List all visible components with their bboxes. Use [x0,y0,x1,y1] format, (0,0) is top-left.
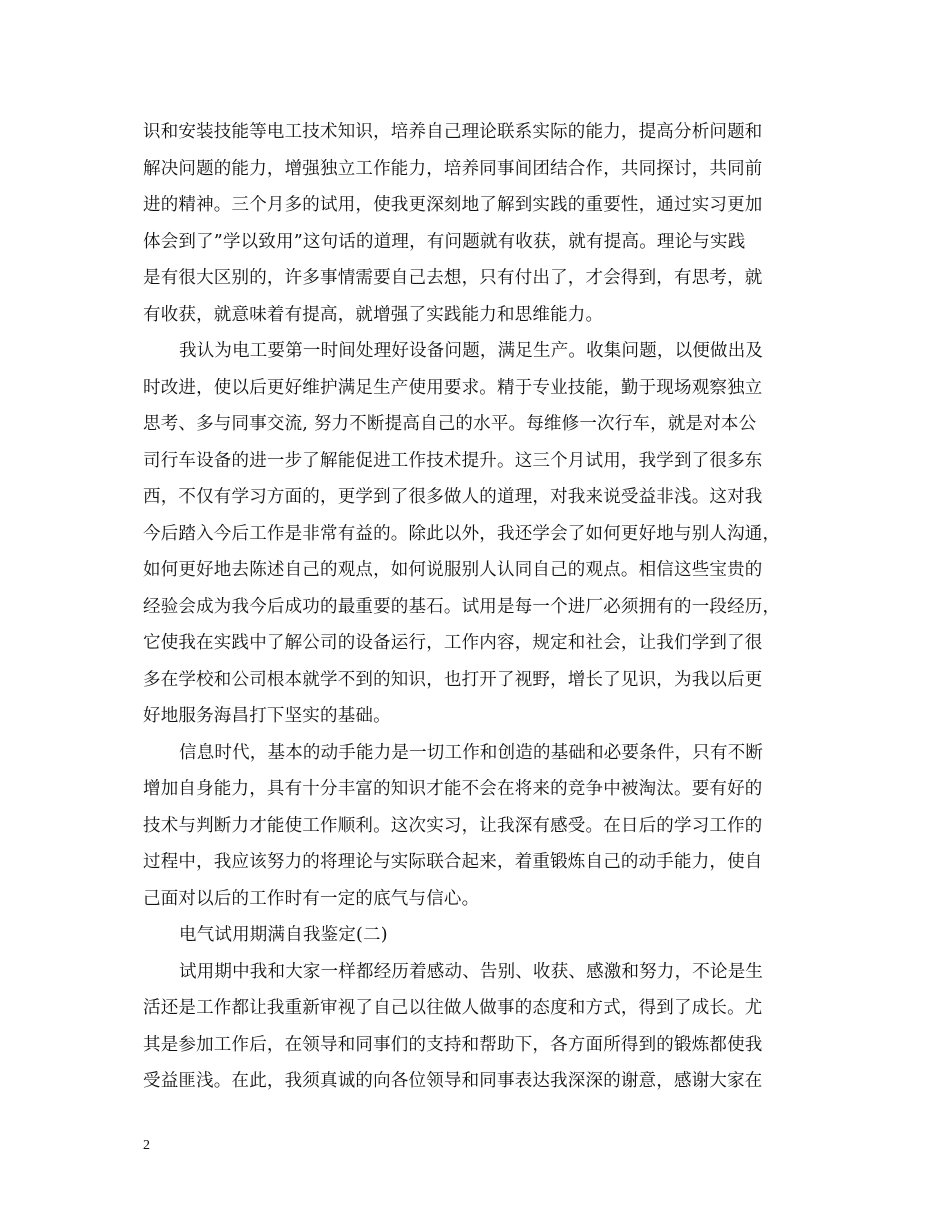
text-line: 有收获，就意味着有提高，就增强了实践能力和思维能力。 [143,304,604,325]
text-line: 识和安装技能等电工技术知识，培养自己理论联系实际的能力，提高分析问题和 [143,122,763,142]
text-line: 多在学校和公司根本就学不到的知识，也打开了视野，增长了见识，为我以后更 [143,669,763,690]
text-line: 过程中，我应该努力的将理论与实际联合起来，着重锻炼自己的动手能力，使自 [143,852,763,872]
text-line: 活还是工作都让我重新审视了自己以往做人做事的态度和方式，得到了成长。尤 [143,998,763,1018]
text-line: 今后踏入今后工作是非常有益的。除此以外，我还学会了如何更好地与别人沟通， [143,523,781,544]
text-line: 己面对以后的工作时有一定的底气与信心。 [143,888,480,909]
text-line: 如何更好地去陈述自己的观点，如何说服别人认同自己的观点。相信这些宝贵的 [143,560,763,580]
text-line: 经验会成为我今后成功的最重要的基石。试用是每一个进厂必须拥有的一段经历， [143,596,781,617]
text-line: 其是参加工作后，在领导和同事们的支持和帮助下，各方面所得到的锻炼都使我 [143,1034,763,1055]
text-line: 思考、多与同事交流, 努力不断提高自己的水平。每维修一次行车，就是对本公 [143,414,757,434]
text-line: 司行车设备的进一步了解能促进工作技术提升。这三个月试用，我学到了很多东 [143,450,763,471]
paragraph-start-line: 我认为电工要第一时间处理好设备问题，满足生产。收集问题，以便做出及 [179,341,764,361]
section-heading: 电气试用期满自我鉴定(二) [179,925,388,945]
text-line: 受益匪浅。在此，我须真诚的向各位领导和同事表达我深深的谢意，感谢大家在 [143,1071,763,1091]
text-line: 增加自身能力，具有十分丰富的知识才能不会在将来的竞争中被淘汰。要有好的 [143,779,763,799]
text-line: 西，不仅有学习方面的，更学到了很多做人的道理，对我来说受益非浅。这对我 [143,487,763,507]
text-line: 体会到了”学以致用”这句话的道理，有问题就有收获，就有提高。理论与实践 [143,231,746,252]
text-line: 进的精神。三个月多的试用，使我更深刻地了解到实践的重要性，通过实习更加 [143,195,763,215]
body-text [143,114,823,1100]
paragraph-start-line: 试用期中我和大家一样都经历着感动、告别、收获、感激和努力，不论是生 [179,961,764,982]
text-line: 时改进，使以后更好维护满足生产使用要求。精于专业技能，勤于现场观察独立 [143,377,763,398]
paragraph-start-line: 信息时代，基本的动手能力是一切工作和创造的基础和必要条件，只有不断 [179,742,764,763]
text-line: 是有很大区别的，许多事情需要自己去想，只有付出了，才会得到，有思考，就 [143,268,763,288]
page-number: 2 [143,1138,150,1153]
text-line: 解决问题的能力，增强独立工作能力，培养同事间团结合作，共同探讨，共同前 [143,158,763,179]
text-line: 它使我在实践中了解公司的设备运行，工作内容，规定和社会，让我们学到了很 [143,633,763,653]
text-line: 技术与判断力才能使工作顺利。这次实习，让我深有感受。在日后的学习工作的 [143,815,763,836]
text-line: 好地服务海昌打下坚实的基础。 [143,706,391,726]
